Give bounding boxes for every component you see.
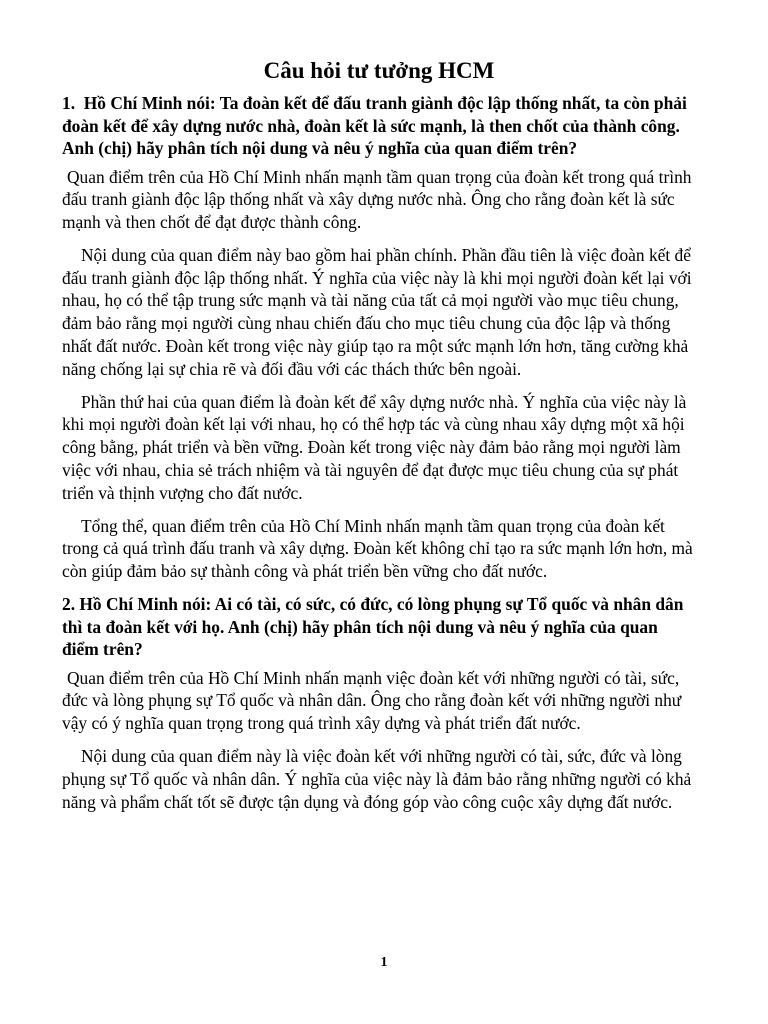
document-page bbox=[62, 56, 696, 823]
answer-2-paragraph-1: Quan điểm trên của Hồ Chí Minh nhấn mạnh việc đoàn kết với những người có tài, sức, đức và lòng phụng sự Tổ quốc và nhân dân. Ông cho rằng đoàn kết với những người như vậy có ý nghĩa quan trọng trong quá trình xây dựng và phát triển đất nước. bbox=[62, 667, 682, 734]
answer-1-paragraph-2: Nội dung của quan điểm này bao gồm hai phần chính. Phần đầu tiên là việc đoàn kết để đấu tranh giành độc lập thống nhất. Ý nghĩa của việc này là khi mọi người đoàn kết lại với nhau, họ có thể tập trung sức mạnh và tài năng của tất cả mọi người vào mục tiêu chung, đảm bảo rằng mọi người cùng nhau chiến đấu cho mục tiêu chung của độc lập và thống nhất đất nước. Đoàn kết trong việc này giúp tạo ra một sức mạnh lớn hơn, tăng cường khả năng chống lại sự chia rẽ và đối đầu với các thách thức bên ngoài. bbox=[62, 244, 692, 379]
question-1 bbox=[62, 92, 696, 160]
page-number: 1 bbox=[380, 955, 388, 970]
page-title: Câu hỏi tư tưởng HCM bbox=[263, 58, 495, 83]
answer-1-paragraph-1: Quan điểm trên của Hồ Chí Minh nhấn mạnh tầm quan trọng của đoàn kết trong quá trình đấu tranh giành độc lập thống nhất và xây dựng nước nhà. Ông cho rằng đoàn kết là sức mạnh và then chốt để đạt được thành công. bbox=[62, 166, 692, 233]
question-1-number: 1. bbox=[62, 93, 76, 113]
question-1-text: Hồ Chí Minh nói: Ta đoàn kết để đấu tranh giành độc lập thống nhất, ta còn phải đoàn kết để xây dựng nước nhà, đoàn kết là sức mạnh, là then chốt của thành công. Anh (chị) hãy phân tích nội dung và nêu ý nghĩa của quan điểm trên? bbox=[62, 93, 687, 158]
answer-1-paragraph-4: Tổng thể, quan điểm trên của Hồ Chí Minh nhấn mạnh tầm quan trọng của đoàn kết trong cả quá trình đấu tranh và xây dựng. Đoàn kết không chỉ tạo ra sức mạnh lớn hơn, mà còn giúp đảm bảo sự thành công và phát triển bền vững cho đất nước. bbox=[62, 515, 693, 582]
answer-1-paragraph-3: Phần thứ hai của quan điểm là đoàn kết để xây dựng nước nhà. Ý nghĩa của việc này là khi mọi người đoàn kết lại với nhau, họ có thể hợp tác và cùng nhau xây dựng một xã hội công bằng, phát triển và bền vững. Đoàn kết trong việc này đảm bảo rằng mọi người làm việc với nhau, chia sẻ trách nhiệm và tài nguyên để đạt được mục tiêu chung của sự phát triển và thịnh vượng cho đất nước. bbox=[62, 391, 687, 503]
question-2: 2. Hồ Chí Minh nói: Ai có tài, có sức, có đức, có lòng phụng sự Tổ quốc và nhân dân thì ta đoàn kết với họ. Anh (chị) hãy phân tích nội dung và nêu ý nghĩa của quan điểm trên? bbox=[62, 594, 684, 660]
answer-2-paragraph-2: Nội dung của quan điểm này là việc đoàn kết với những người có tài, sức, đức và lòng phụng sự Tổ quốc và nhân dân. Ý nghĩa của việc này là đảm bảo rằng những người có khả năng và phẩm chất tốt sẽ được tận dụng và đóng góp vào công cuộc xây dựng đất nước. bbox=[62, 745, 692, 812]
